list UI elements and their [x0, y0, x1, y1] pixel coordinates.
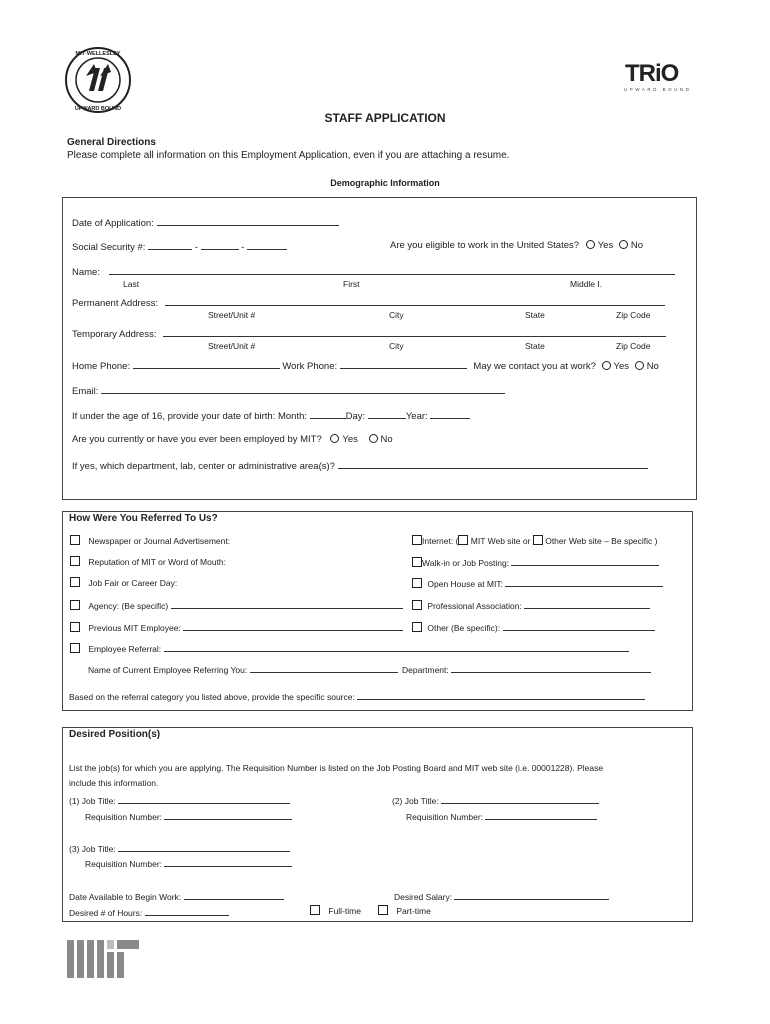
- directions-text: Please complete all information on this Employment Application, even if you are attaching a resume.: [67, 150, 510, 161]
- dob-year-label: Year:: [405, 411, 428, 422]
- permanent-address-label: Permanent Address:: [72, 298, 159, 309]
- employed-yes-label: Yes: [342, 434, 358, 445]
- temp-sub-zip: Zip Code: [616, 341, 651, 351]
- ssn-separator: -: [194, 242, 198, 253]
- ssn-row: [72, 240, 287, 253]
- req3-row: [85, 857, 292, 869]
- referral-internet: [412, 535, 657, 546]
- other-label: Other (Be specific):: [427, 623, 501, 633]
- job3-label: (3) Job Title:: [69, 844, 116, 854]
- temp-sub-state: State: [525, 341, 545, 351]
- job3-field[interactable]: [118, 842, 290, 852]
- mit-website-label: MIT Web site or: [470, 536, 531, 546]
- source-label: Based on the referral category you listed above, provide the specific source:: [69, 692, 355, 702]
- parttime-label: Part-time: [396, 906, 431, 916]
- fulltime-label: Full-time: [328, 906, 361, 916]
- date-of-application-field[interactable]: [157, 216, 339, 226]
- referral-walk-in: [412, 556, 659, 568]
- contact-at-work-question: May we contact you at work?: [473, 361, 596, 372]
- home-phone-field[interactable]: [133, 359, 280, 369]
- perm-sub-state: State: [525, 310, 545, 320]
- perm-sub-zip: Zip Code: [616, 310, 651, 320]
- walk-in-checkbox[interactable]: [412, 557, 422, 567]
- home-phone-label: Home Phone:: [72, 361, 131, 372]
- referral-previous-employee: [70, 621, 403, 633]
- demographic-heading: Demographic Information: [330, 178, 440, 188]
- employed-question: Are you currently or have you ever been employed by MIT?: [72, 434, 322, 445]
- professional-association-checkbox[interactable]: [412, 600, 422, 610]
- dob-year-field[interactable]: [430, 409, 470, 419]
- name-label: Name:: [72, 267, 100, 278]
- referral-reputation: [70, 556, 226, 567]
- job2-field[interactable]: [441, 794, 599, 804]
- walk-in-label: Walk-in or Job Posting:: [422, 558, 510, 568]
- job-fair-checkbox[interactable]: [70, 577, 80, 587]
- reputation-label: Reputation of MIT or Word of Mouth:: [88, 557, 227, 567]
- open-house-label: Open House at MIT:: [427, 579, 503, 589]
- employee-referral-field[interactable]: [164, 642, 629, 652]
- referral-department-label: Department:: [401, 665, 449, 675]
- ssn-label: Social Security #:: [72, 242, 146, 253]
- dob-month-field[interactable]: [310, 409, 346, 419]
- current-employee-label: Name of Current Employee Referring You:: [88, 665, 248, 675]
- permanent-address-row: [72, 296, 665, 309]
- temporary-address-field[interactable]: [163, 327, 666, 337]
- job1-field[interactable]: [118, 794, 290, 804]
- desired-hours-label: Desired # of Hours:: [69, 908, 143, 918]
- req2-field[interactable]: [485, 810, 597, 820]
- name-sub-last: Last: [123, 279, 140, 289]
- eligible-row: [390, 240, 643, 251]
- previous-employee-label: Previous MIT Employee:: [88, 623, 181, 633]
- desired-position-heading: Desired Position(s): [69, 729, 161, 740]
- req1-row: [85, 810, 292, 822]
- mit-website-checkbox[interactable]: [458, 535, 468, 545]
- temporary-address-label: Temporary Address:: [72, 329, 157, 340]
- referral-heading: How Were You Referred To Us?: [69, 513, 218, 524]
- name-sub-middle: Middle I.: [570, 279, 603, 289]
- date-of-application-label: Date of Application:: [72, 218, 154, 229]
- job1-label: (1) Job Title:: [69, 796, 116, 806]
- referral-department-field[interactable]: [451, 663, 651, 673]
- current-employee-field[interactable]: [250, 663, 398, 673]
- department-row: [72, 459, 648, 472]
- other-website-checkbox[interactable]: [533, 535, 543, 545]
- parttime-option: [378, 905, 431, 916]
- eligible-yes-radio[interactable]: [586, 240, 595, 249]
- newspaper-label: Newspaper or Journal Advertisement:: [88, 536, 231, 546]
- permanent-address-field[interactable]: [165, 296, 665, 306]
- department-question: If yes, which department, lab, center or administrative area(s)?: [72, 461, 335, 472]
- employed-yes-radio[interactable]: [330, 434, 339, 443]
- contact-no-radio[interactable]: [635, 361, 644, 370]
- referral-newspaper: [70, 535, 230, 546]
- date-available-field[interactable]: [184, 890, 284, 900]
- reputation-checkbox[interactable]: [70, 556, 80, 566]
- desired-salary-field[interactable]: [454, 890, 609, 900]
- phone-row: [72, 359, 659, 372]
- dob-row: [72, 409, 470, 422]
- req3-label: Requisition Number:: [85, 859, 163, 869]
- page-title: STAFF APPLICATION: [324, 111, 446, 125]
- referral-professional: [412, 599, 650, 611]
- employed-row: [72, 434, 393, 445]
- dob-day-field[interactable]: [368, 409, 406, 419]
- upward-bound-seal-logo: [64, 46, 132, 114]
- walk-in-field[interactable]: [511, 556, 659, 566]
- job1-row: [69, 794, 290, 806]
- eligible-no-label: No: [630, 240, 643, 251]
- employee-referral-label: Employee Referral:: [88, 644, 162, 654]
- name-row: [72, 265, 675, 278]
- mit-logo: [67, 940, 139, 978]
- newspaper-checkbox[interactable]: [70, 535, 80, 545]
- source-field[interactable]: [357, 690, 645, 700]
- eligible-question: Are you eligible to work in the United States?: [390, 240, 580, 251]
- job2-row: [392, 794, 599, 806]
- job2-label: (2) Job Title:: [392, 796, 439, 806]
- eligible-yes-label: Yes: [597, 240, 614, 251]
- date-available-row: [69, 890, 284, 902]
- desired-hours-row: [69, 906, 229, 918]
- previous-employee-checkbox[interactable]: [70, 622, 80, 632]
- ssn-field-3[interactable]: [247, 240, 287, 250]
- employed-no-radio[interactable]: [369, 434, 378, 443]
- temp-sub-city: City: [389, 341, 404, 351]
- other-website-label: Other Web site – Be specific ): [545, 536, 658, 546]
- other-checkbox[interactable]: [412, 622, 422, 632]
- desired-intro-line2: include this information.: [69, 778, 159, 788]
- desired-hours-field[interactable]: [145, 906, 229, 916]
- contact-no-label: No: [646, 361, 659, 372]
- referral-job-fair: [70, 577, 177, 588]
- other-field[interactable]: [503, 621, 655, 631]
- job3-row: [69, 842, 290, 854]
- desired-salary-label: Desired Salary:: [394, 892, 453, 902]
- email-label: Email:: [72, 386, 99, 397]
- professional-association-field[interactable]: [524, 599, 650, 609]
- svg-text:MIT·WELLESLEY: MIT·WELLESLEY: [75, 51, 121, 57]
- perm-sub-city: City: [389, 310, 404, 320]
- open-house-checkbox[interactable]: [412, 578, 422, 588]
- fulltime-option: [310, 905, 361, 916]
- fulltime-checkbox[interactable]: [310, 905, 320, 915]
- req2-row: [406, 810, 597, 822]
- date-available-label: Date Available to Begin Work:: [69, 892, 182, 902]
- referral-open-house: [412, 577, 663, 589]
- previous-employee-field[interactable]: [183, 621, 403, 631]
- department-field[interactable]: [338, 459, 648, 469]
- name-sub-first: First: [343, 279, 360, 289]
- employed-no-label: No: [380, 434, 393, 445]
- trio-logo-subtitle: UPWARD BOUND: [624, 87, 692, 92]
- desired-salary-row: [394, 890, 609, 902]
- contact-yes-radio[interactable]: [602, 361, 611, 370]
- ssn-separator: -: [241, 242, 245, 253]
- ssn-field-1[interactable]: [148, 240, 192, 250]
- agency-label: Agency: (Be specific): [88, 601, 169, 611]
- work-phone-label: Work Phone:: [282, 361, 338, 372]
- employee-referral-checkbox[interactable]: [70, 643, 80, 653]
- contact-yes-label: Yes: [613, 361, 630, 372]
- dob-label: If under the age of 16, provide your date of birth: Month:: [72, 411, 308, 422]
- temp-sub-street: Street/Unit #: [208, 341, 256, 351]
- directions-heading: General Directions: [67, 137, 156, 148]
- desired-intro-line1: List the job(s) for which you are applying. The Requisition Number is listed on the Job Posting Board and MIT web site (i.e. 00001228). Please: [69, 763, 604, 773]
- work-phone-field[interactable]: [340, 359, 467, 369]
- professional-association-label: Professional Association:: [427, 601, 522, 611]
- req1-label: Requisition Number:: [85, 812, 163, 822]
- internet-checkbox[interactable]: [412, 535, 422, 545]
- req3-field[interactable]: [164, 857, 292, 867]
- current-employee-row: [88, 663, 651, 675]
- agency-checkbox[interactable]: [70, 600, 80, 610]
- trio-logo: TRiO: [625, 60, 679, 87]
- ssn-field-2[interactable]: [201, 240, 239, 250]
- req1-field[interactable]: [164, 810, 292, 820]
- eligible-no-radio[interactable]: [619, 240, 628, 249]
- referral-agency: [70, 599, 403, 611]
- name-field[interactable]: [109, 265, 675, 275]
- internet-label: Internet: (: [422, 536, 459, 546]
- open-house-field[interactable]: [505, 577, 663, 587]
- parttime-checkbox[interactable]: [378, 905, 388, 915]
- svg-text:UPWARD BOUND: UPWARD BOUND: [74, 106, 122, 112]
- temporary-address-row: [72, 327, 666, 340]
- source-row: [69, 690, 645, 702]
- referral-employee-referral: [70, 642, 629, 654]
- job-fair-label: Job Fair or Career Day:: [88, 578, 178, 588]
- agency-field[interactable]: [171, 599, 403, 609]
- dob-day-label: Day:: [345, 411, 366, 422]
- req2-label: Requisition Number:: [406, 812, 484, 822]
- date-of-application-row: [72, 216, 339, 229]
- email-field[interactable]: [101, 384, 505, 394]
- referral-other: [412, 621, 655, 633]
- perm-sub-street: Street/Unit #: [208, 310, 256, 320]
- email-row: [72, 384, 505, 397]
